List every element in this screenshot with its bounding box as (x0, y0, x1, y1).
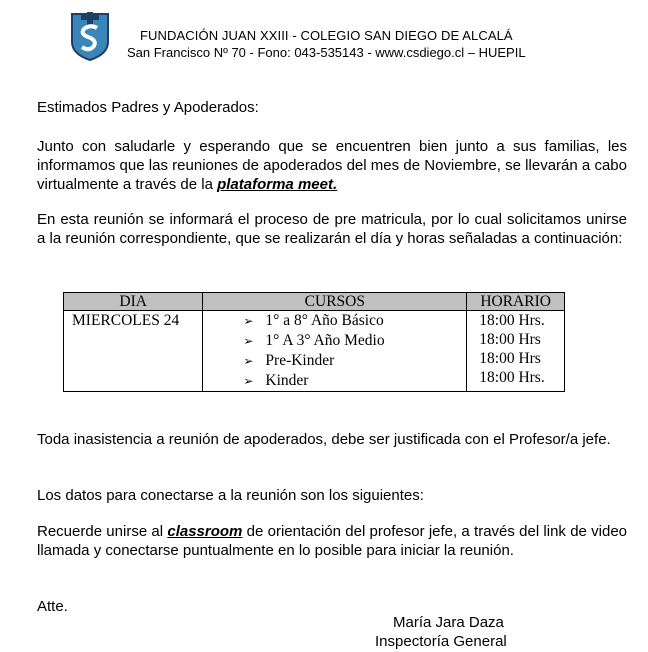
arrow-bullet-icon: ➢ (243, 354, 254, 368)
school-crest-logo (70, 12, 110, 62)
course-label: 1° a 8° Año Básico (265, 312, 384, 329)
courses-cell (203, 311, 467, 392)
course-label: 1° A 3° Año Medio (265, 332, 385, 349)
header-horario: HORARIO (467, 293, 565, 311)
schedule-table (63, 292, 565, 392)
paragraph-classroom (37, 522, 627, 560)
paragraph-prematricula: En esta reunión se informará el proceso de pre matricula, por lo cual solicitamos unirse a la reunión correspondiente, que se realizarán el día y horas señaladas a continuación: (37, 211, 627, 247)
day-cell: MIERCOLES 24 (64, 311, 203, 392)
arrow-bullet-icon: ➢ (243, 314, 254, 328)
table-header-row (64, 293, 565, 311)
course-item (203, 351, 466, 371)
time-item: 18:00 Hrs. (479, 312, 545, 329)
course-item (203, 311, 466, 331)
signature-title: Inspectoría General (375, 633, 507, 650)
signature-name: María Jara Daza (393, 614, 504, 631)
arrow-bullet-icon: ➢ (243, 334, 254, 348)
course-item (203, 371, 466, 391)
times-cell (467, 311, 565, 392)
classroom-before: Recuerde unirse al (37, 523, 168, 540)
header-dia: DIA (64, 293, 203, 311)
closing: Atte. (37, 598, 68, 615)
header-cursos: CURSOS (203, 293, 467, 311)
intro-text: Junto con saludarle y esperando que se encuentren bien junto a sus familias, les informamos que las reuniones de apoderados del mes de Noviembre, se llevarán a cabo virtualmente a través de la (37, 138, 627, 193)
table-row (64, 311, 565, 392)
arrow-bullet-icon: ➢ (243, 374, 254, 388)
paragraph-connection: Los datos para conectarse a la reunión son los siguientes: (37, 487, 424, 504)
header-contact: San Francisco Nº 70 - Fono: 043-535143 - www.csdiego.cl – HUEPIL (127, 45, 526, 60)
classroom-emphasis: classroom (167, 523, 243, 540)
course-label: Kinder (265, 372, 309, 389)
header-institution: FUNDACIÓN JUAN XXIII - COLEGIO SAN DIEGO DE ALCALÁ (140, 28, 513, 43)
greeting: Estimados Padres y Apoderados: (37, 99, 259, 116)
course-item (203, 331, 466, 351)
time-item: 18:00 Hrs (479, 331, 541, 348)
time-item: 18:00 Hrs. (479, 369, 545, 386)
paragraph-intro (37, 137, 627, 194)
time-item: 18:00 Hrs (479, 350, 541, 367)
classroom-after: de orientación del profesor jefe, a través del link de video llamada y conectarse puntualmente en lo posible para iniciar la reunión. (37, 523, 627, 559)
paragraph-absence: Toda inasistencia a reunión de apoderados, debe ser justificada con el Profesor/a jefe. (37, 431, 611, 448)
course-label: Pre-Kinder (265, 352, 335, 369)
platform-emphasis: plataforma meet. (217, 176, 338, 193)
